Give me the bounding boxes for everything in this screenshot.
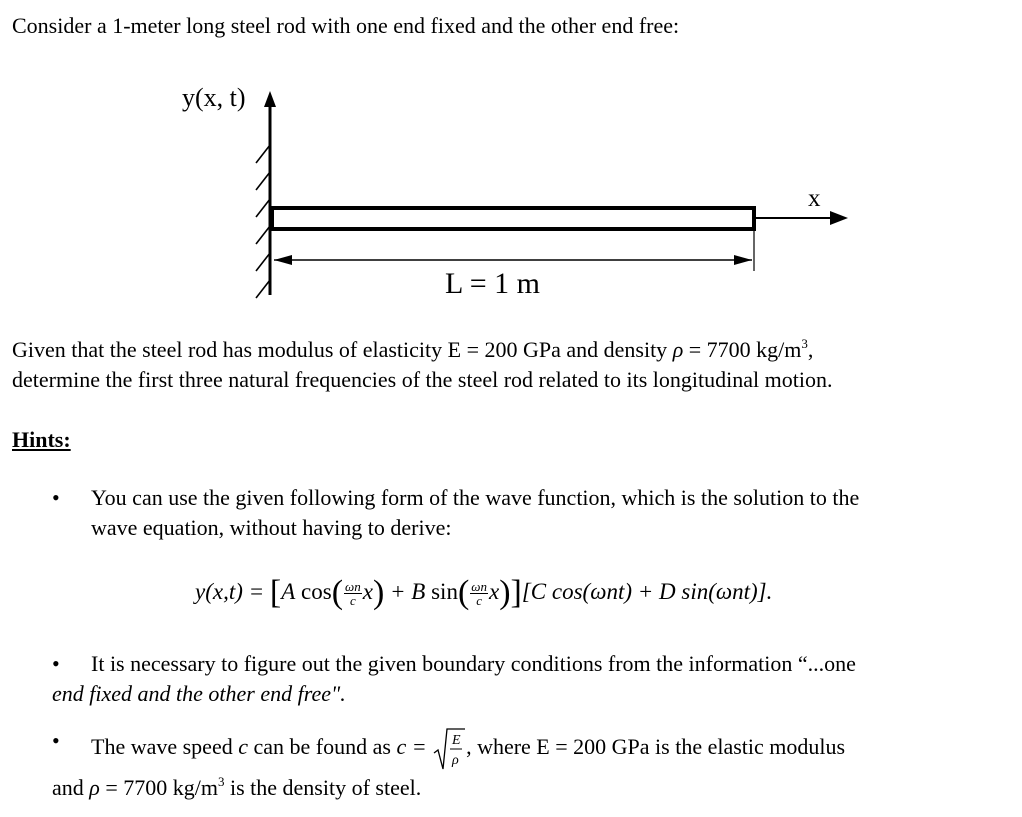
hint-2-line-2: end fixed and the other end free". bbox=[52, 681, 346, 706]
hints-heading: Hints: bbox=[12, 427, 71, 452]
intro-text: Consider a 1-meter long steel rod with one end fixed and the other end free: bbox=[12, 13, 680, 38]
bullet-2: • bbox=[52, 651, 60, 676]
given-line-1: Given that the steel rod has modulus of elasticity E = 200 GPa and density ρ = 7700 $kg/m^3$, bbox=[12, 336, 814, 362]
sqrt-numerator: E bbox=[452, 733, 461, 748]
x-axis-arrow bbox=[830, 211, 848, 225]
hint-2-line-1: It is necessary to figure out the given boundary conditions from the information “...one bbox=[91, 651, 856, 676]
length-arrow-left bbox=[274, 255, 292, 265]
y-axis-arrow bbox=[264, 91, 276, 107]
length-arrow-right bbox=[734, 255, 752, 265]
steel-rod bbox=[272, 208, 754, 229]
hint-1-line-2: wave equation, without having to derive: bbox=[91, 515, 452, 540]
sqrt-denominator: ρ bbox=[452, 753, 459, 768]
bullet-3: • bbox=[52, 728, 60, 753]
bullet-1: • bbox=[52, 485, 60, 510]
wave-function-equation: y(x,t) = [A cos( $\frac{\omega n}{c}$ x) + B sin( $\frac{\omega n}{c}$ x)][C cos(ωnt) + D sin(ωnt)]. bbox=[195, 574, 773, 611]
hint-3-line-2: and ρ = 7700 $kg/m^3$ is the density of steel. bbox=[52, 774, 422, 800]
fixed-support-hatch bbox=[256, 145, 270, 298]
hint-1-line-1: You can use the given following form of the wave function, which is the solution to the bbox=[91, 485, 860, 510]
y-axis-label: y(x, t) bbox=[182, 83, 246, 112]
hint-3-line-1: The wave speed c can be found as c = E ρ , where E = 200 GPa is the elastic modulus bbox=[91, 727, 845, 771]
x-axis-label: x bbox=[808, 185, 821, 212]
length-label: L = 1 m bbox=[445, 267, 540, 300]
given-line-2: determine the first three natural frequencies of the steel rod related to its longitudinal motion. bbox=[12, 367, 833, 392]
rod-diagram bbox=[170, 75, 870, 310]
sqrt-e-over-rho bbox=[432, 727, 466, 771]
